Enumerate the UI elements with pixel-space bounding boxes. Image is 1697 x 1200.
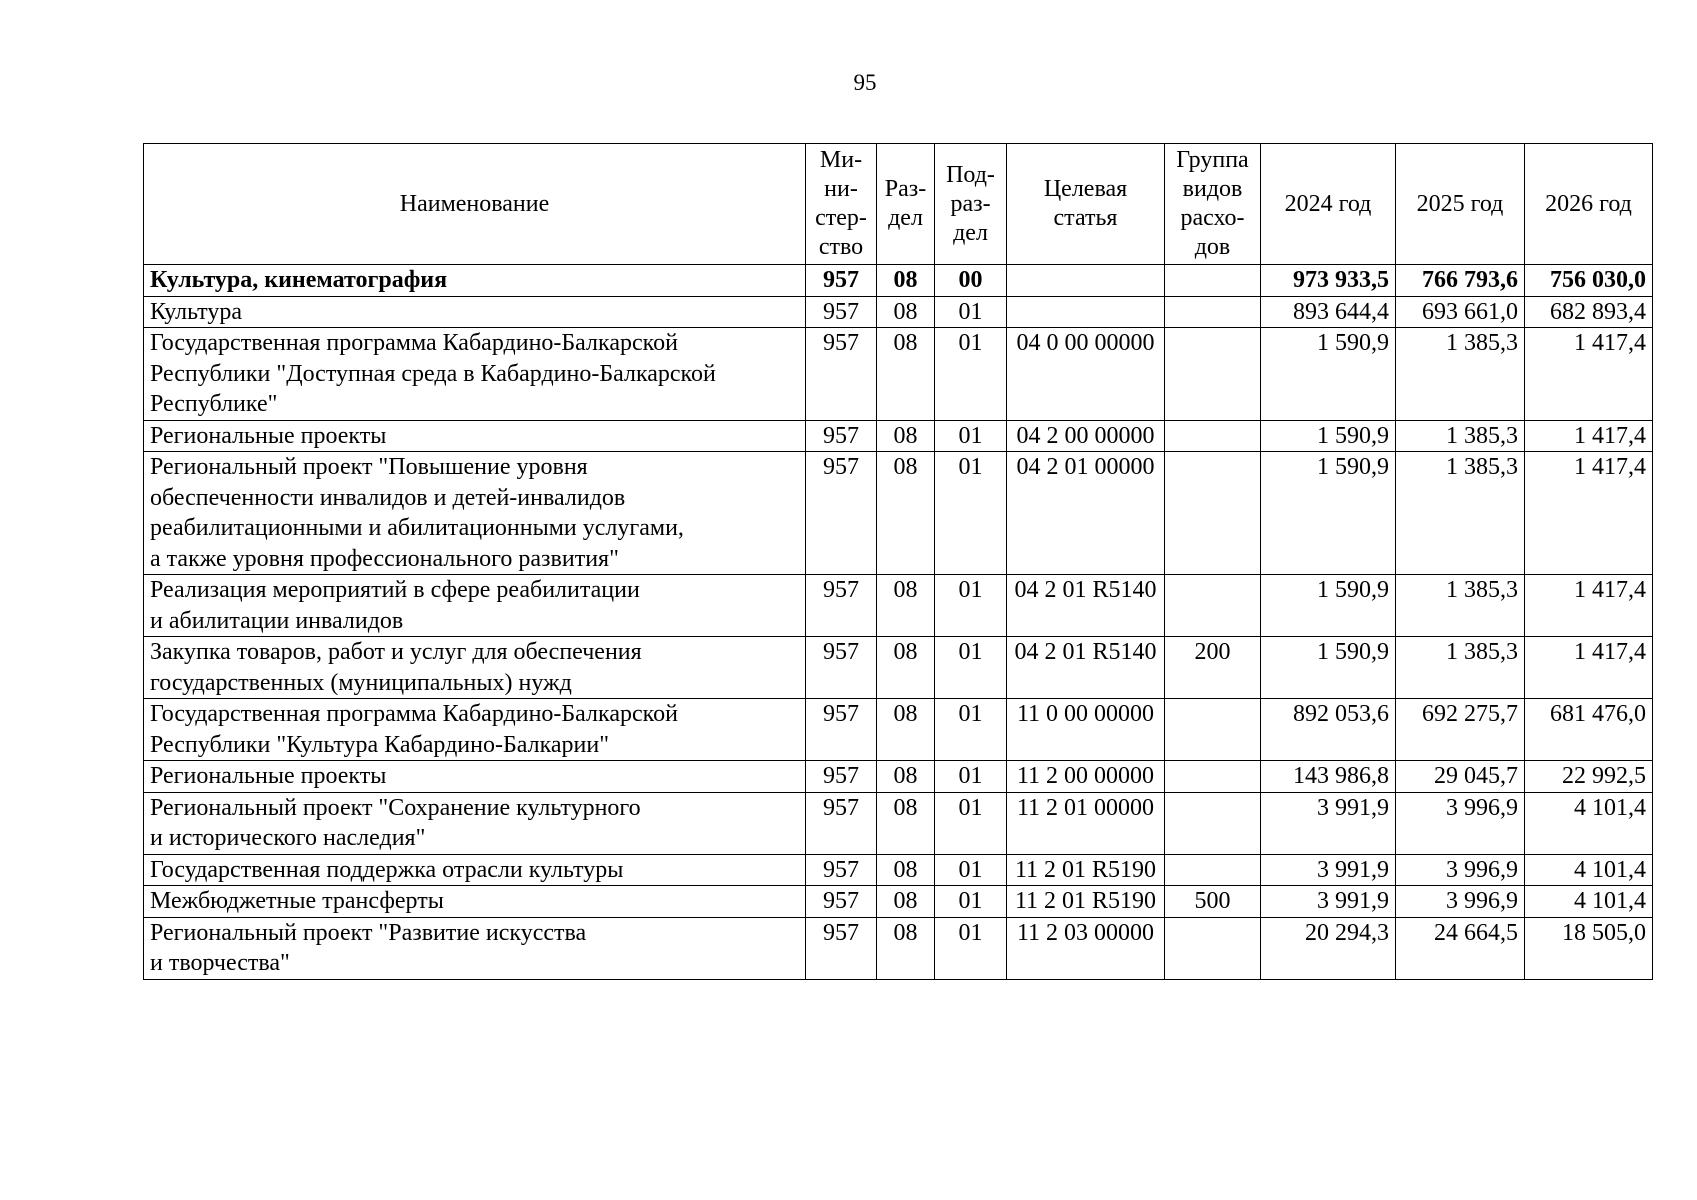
cell-year-2025: 1 385,3 [1396, 452, 1525, 575]
cell-name: Региональный проект "Развитие искусства и творчества" [144, 917, 806, 979]
table-row [144, 854, 1653, 886]
cell-celevaya-statya: 11 2 01 00000 [1007, 792, 1165, 854]
header-gruppa-vidov-rashodov: Группа видов расхо- дов [1165, 144, 1261, 265]
cell-gruppa-vidov-rashodov [1165, 575, 1261, 637]
cell-razdel: 08 [877, 792, 935, 854]
cell-ministry: 957 [806, 854, 877, 886]
header-name: Наименование [144, 144, 806, 265]
cell-razdel: 08 [877, 886, 935, 918]
cell-gruppa-vidov-rashodov: 500 [1165, 886, 1261, 918]
table-row [144, 917, 1653, 979]
cell-year-2024: 973 933,5 [1261, 265, 1396, 297]
cell-podrazdel: 01 [935, 792, 1007, 854]
cell-year-2024: 3 991,9 [1261, 854, 1396, 886]
cell-year-2024: 1 590,9 [1261, 328, 1396, 421]
cell-gruppa-vidov-rashodov [1165, 917, 1261, 979]
cell-year-2026: 18 505,0 [1525, 917, 1653, 979]
table-header-row [144, 144, 1653, 265]
cell-year-2025: 1 385,3 [1396, 328, 1525, 421]
cell-celevaya-statya [1007, 265, 1165, 297]
page-number: 95 [853, 70, 877, 95]
cell-razdel: 08 [877, 452, 935, 575]
table-row [144, 420, 1653, 452]
cell-ministry: 957 [806, 917, 877, 979]
cell-year-2026: 4 101,4 [1525, 792, 1653, 854]
cell-name: Государственная поддержка отрасли культуры [144, 854, 806, 886]
cell-year-2025: 1 385,3 [1396, 420, 1525, 452]
table-row [144, 637, 1653, 699]
cell-gruppa-vidov-rashodov [1165, 420, 1261, 452]
table-row [144, 575, 1653, 637]
cell-year-2026: 1 417,4 [1525, 637, 1653, 699]
cell-razdel: 08 [877, 328, 935, 421]
cell-name: Реализация мероприятий в сфере реабилитации и абилитации инвалидов [144, 575, 806, 637]
cell-year-2024: 1 590,9 [1261, 420, 1396, 452]
table-row [144, 761, 1653, 793]
cell-celevaya-statya: 11 2 03 00000 [1007, 917, 1165, 979]
cell-podrazdel: 01 [935, 296, 1007, 328]
cell-celevaya-statya: 11 2 00 00000 [1007, 761, 1165, 793]
cell-celevaya-statya: 04 2 01 R5140 [1007, 575, 1165, 637]
cell-ministry: 957 [806, 699, 877, 761]
cell-name: Культура [144, 296, 806, 328]
cell-ministry: 957 [806, 265, 877, 297]
header-year-2024: 2024 год [1261, 144, 1396, 265]
cell-celevaya-statya: 04 2 01 R5140 [1007, 637, 1165, 699]
cell-podrazdel: 01 [935, 854, 1007, 886]
cell-podrazdel: 01 [935, 575, 1007, 637]
cell-year-2024: 3 991,9 [1261, 792, 1396, 854]
cell-ministry: 957 [806, 761, 877, 793]
cell-razdel: 08 [877, 575, 935, 637]
cell-ministry: 957 [806, 420, 877, 452]
cell-year-2024: 893 644,4 [1261, 296, 1396, 328]
cell-year-2025: 692 275,7 [1396, 699, 1525, 761]
cell-year-2025: 29 045,7 [1396, 761, 1525, 793]
cell-celevaya-statya: 04 0 00 00000 [1007, 328, 1165, 421]
cell-celevaya-statya: 11 2 01 R5190 [1007, 886, 1165, 918]
header-podrazdel: Под- раз- дел [935, 144, 1007, 265]
header-ministry: Ми- ни- стер- ство [806, 144, 877, 265]
cell-celevaya-statya: 11 0 00 00000 [1007, 699, 1165, 761]
cell-year-2024: 143 986,8 [1261, 761, 1396, 793]
cell-year-2026: 1 417,4 [1525, 420, 1653, 452]
table-row [144, 886, 1653, 918]
cell-ministry: 957 [806, 792, 877, 854]
cell-ministry: 957 [806, 296, 877, 328]
cell-year-2024: 3 991,9 [1261, 886, 1396, 918]
cell-name: Закупка товаров, работ и услуг для обеспечения государственных (муниципальных) нужд [144, 637, 806, 699]
cell-podrazdel: 00 [935, 265, 1007, 297]
cell-year-2025: 3 996,9 [1396, 854, 1525, 886]
header-celevaya-statya: Целевая статья [1007, 144, 1165, 265]
cell-year-2025: 24 664,5 [1396, 917, 1525, 979]
cell-name: Межбюджетные трансферты [144, 886, 806, 918]
header-razdel: Раз- дел [877, 144, 935, 265]
cell-celevaya-statya: 04 2 00 00000 [1007, 420, 1165, 452]
cell-year-2025: 766 793,6 [1396, 265, 1525, 297]
cell-name: Региональный проект "Повышение уровня обеспеченности инвалидов и детей-инвалидов реабилитационными и абилитационными услугами, а также уровня профессионального развития" [144, 452, 806, 575]
table-row [144, 452, 1653, 575]
cell-year-2025: 1 385,3 [1396, 637, 1525, 699]
cell-podrazdel: 01 [935, 452, 1007, 575]
cell-gruppa-vidov-rashodov [1165, 265, 1261, 297]
cell-celevaya-statya: 04 2 01 00000 [1007, 452, 1165, 575]
cell-razdel: 08 [877, 265, 935, 297]
cell-name: Региональные проекты [144, 761, 806, 793]
table-row [144, 296, 1653, 328]
cell-gruppa-vidov-rashodov [1165, 854, 1261, 886]
cell-name: Государственная программа Кабардино-Балкарской Республики "Культура Кабардино-Балкарии" [144, 699, 806, 761]
cell-gruppa-vidov-rashodov [1165, 328, 1261, 421]
table-row [144, 265, 1653, 297]
cell-gruppa-vidov-rashodov [1165, 296, 1261, 328]
cell-podrazdel: 01 [935, 637, 1007, 699]
header-year-2026: 2026 год [1525, 144, 1653, 265]
table-row [144, 792, 1653, 854]
cell-podrazdel: 01 [935, 328, 1007, 421]
cell-year-2026: 682 893,4 [1525, 296, 1653, 328]
cell-razdel: 08 [877, 637, 935, 699]
cell-razdel: 08 [877, 699, 935, 761]
cell-year-2024: 1 590,9 [1261, 452, 1396, 575]
cell-podrazdel: 01 [935, 420, 1007, 452]
table-body [144, 265, 1653, 980]
cell-gruppa-vidov-rashodov [1165, 792, 1261, 854]
cell-name: Государственная программа Кабардино-Балкарской Республики "Доступная среда в Кабардино-Балкарской Республике" [144, 328, 806, 421]
cell-year-2026: 681 476,0 [1525, 699, 1653, 761]
cell-razdel: 08 [877, 296, 935, 328]
table-row [144, 328, 1653, 421]
cell-razdel: 08 [877, 761, 935, 793]
cell-podrazdel: 01 [935, 886, 1007, 918]
cell-ministry: 957 [806, 575, 877, 637]
cell-year-2024: 1 590,9 [1261, 637, 1396, 699]
budget-table [143, 143, 1653, 980]
cell-celevaya-statya [1007, 296, 1165, 328]
cell-razdel: 08 [877, 917, 935, 979]
header-year-2025: 2025 год [1396, 144, 1525, 265]
cell-podrazdel: 01 [935, 761, 1007, 793]
cell-razdel: 08 [877, 854, 935, 886]
cell-razdel: 08 [877, 420, 935, 452]
cell-podrazdel: 01 [935, 917, 1007, 979]
cell-year-2026: 1 417,4 [1525, 328, 1653, 421]
cell-year-2026: 1 417,4 [1525, 575, 1653, 637]
cell-gruppa-vidov-rashodov [1165, 761, 1261, 793]
cell-podrazdel: 01 [935, 699, 1007, 761]
cell-year-2026: 4 101,4 [1525, 886, 1653, 918]
cell-year-2026: 1 417,4 [1525, 452, 1653, 575]
cell-gruppa-vidov-rashodov: 200 [1165, 637, 1261, 699]
cell-ministry: 957 [806, 886, 877, 918]
cell-name: Культура, кинематография [144, 265, 806, 297]
cell-year-2026: 4 101,4 [1525, 854, 1653, 886]
cell-ministry: 957 [806, 328, 877, 421]
table-row [144, 699, 1653, 761]
cell-year-2026: 756 030,0 [1525, 265, 1653, 297]
cell-name: Региональный проект "Сохранение культурного и исторического наследия" [144, 792, 806, 854]
cell-year-2024: 1 590,9 [1261, 575, 1396, 637]
cell-year-2025: 1 385,3 [1396, 575, 1525, 637]
cell-year-2025: 3 996,9 [1396, 792, 1525, 854]
cell-gruppa-vidov-rashodov [1165, 699, 1261, 761]
cell-year-2024: 20 294,3 [1261, 917, 1396, 979]
cell-name: Региональные проекты [144, 420, 806, 452]
cell-gruppa-vidov-rashodov [1165, 452, 1261, 575]
cell-year-2026: 22 992,5 [1525, 761, 1653, 793]
cell-year-2025: 693 661,0 [1396, 296, 1525, 328]
cell-ministry: 957 [806, 452, 877, 575]
cell-year-2025: 3 996,9 [1396, 886, 1525, 918]
cell-ministry: 957 [806, 637, 877, 699]
cell-year-2024: 892 053,6 [1261, 699, 1396, 761]
cell-celevaya-statya: 11 2 01 R5190 [1007, 854, 1165, 886]
